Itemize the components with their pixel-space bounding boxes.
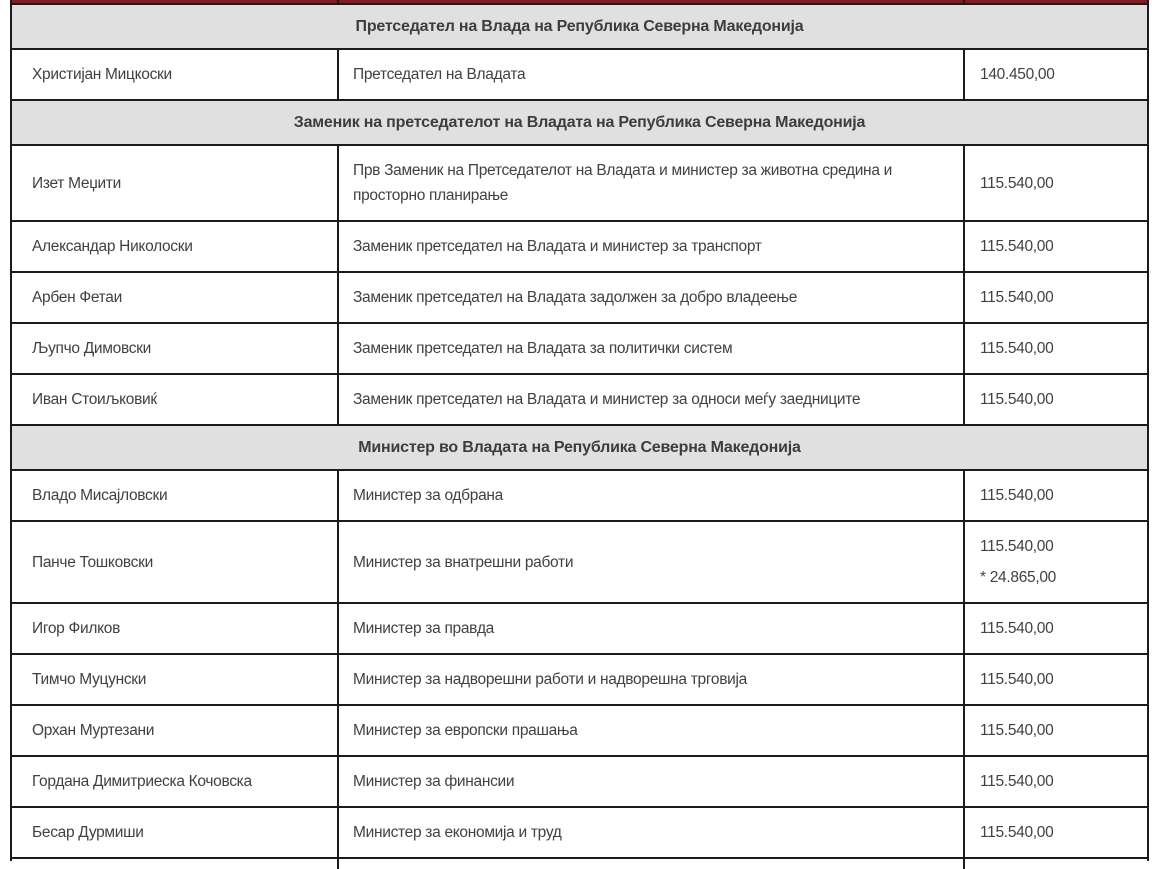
official-name-cell: Панче Тошковски — [12, 522, 339, 602]
salary-cell — [965, 324, 1147, 373]
table-row — [12, 50, 1147, 101]
salary-cell — [965, 655, 1147, 704]
official-name-cell: Љупчо Димовски — [12, 324, 339, 373]
table-row — [12, 706, 1147, 757]
table-row — [12, 375, 1147, 426]
salary-amount: 115.540,00 — [980, 487, 1054, 504]
salary-cell — [965, 757, 1147, 806]
section-header-label: Заменик на претседателот на Владата на Република Северна Македонија — [293, 113, 866, 131]
salary-amount: 115.540,00 — [980, 238, 1054, 255]
official-name-cell: Владо Мисајловски — [12, 471, 339, 520]
official-name-cell: Бесар Дурмиши — [12, 808, 339, 857]
official-name-cell: Гордана Димитриеска Кочовска — [12, 757, 339, 806]
section-header-label: Претседател на Влада на Република Северна Македонија — [355, 17, 804, 35]
position-cell: Министер за одбрана — [339, 471, 965, 520]
salary-cell — [965, 222, 1147, 271]
salary-amount: 115.540,00 — [980, 340, 1054, 357]
table-row — [12, 522, 1147, 604]
salary-amount: 115.540,00 — [980, 620, 1054, 637]
position-cell: Заменик претседател на Владата и министер за транспорт — [339, 222, 965, 271]
position-cell: Министер за финансии — [339, 757, 965, 806]
official-name-cell: Арбен Фетаи — [12, 273, 339, 322]
section-rows — [12, 471, 1147, 859]
section-rows — [12, 50, 1147, 101]
salary-amount: 115.540,00 — [980, 671, 1054, 688]
salary-cell — [965, 808, 1147, 857]
salary-amount: 115.540,00 — [980, 538, 1054, 555]
position-cell: Заменик претседател на Владата за политички систем — [339, 324, 965, 373]
salary-amount: 115.540,00 — [980, 824, 1054, 841]
table-row — [12, 655, 1147, 706]
table-row — [12, 471, 1147, 522]
salary-amount: 115.540,00 — [980, 174, 1054, 192]
official-name-cell: Игор Филков — [12, 604, 339, 653]
table-row — [12, 808, 1147, 859]
salary-cell — [965, 50, 1147, 99]
official-name-cell: Христијан Мицкоски — [12, 50, 339, 99]
salary-cell — [965, 471, 1147, 520]
salary-amount: 115.540,00 — [980, 722, 1054, 739]
table-row — [12, 324, 1147, 375]
position-cell: Министер за европски прашања — [339, 706, 965, 755]
position-cell: Заменик претседател на Владата задолжен за добро владеење — [339, 273, 965, 322]
salary-amount: 115.540,00 — [980, 391, 1054, 408]
position-cell: Министер за внатрешни работи — [339, 522, 965, 602]
previous-row-cell — [12, 0, 339, 3]
official-name-cell: Тимчо Муцунски — [12, 655, 339, 704]
salary-cell — [965, 273, 1147, 322]
section-header-label: Министер во Владата на Република Северна Македонија — [358, 438, 801, 456]
official-name-cell: Орхан Муртезани — [12, 706, 339, 755]
salary-cell — [965, 522, 1147, 602]
position-cell: Претседател на Владата — [339, 50, 965, 99]
position-cell: Заменик претседател на Владата и министер за односи меѓу заедниците — [339, 375, 965, 424]
previous-row-cell — [339, 0, 965, 3]
table-row — [12, 757, 1147, 808]
table-section — [12, 101, 1147, 426]
salary-amount: * 24.865,00 — [980, 569, 1056, 586]
section-header — [12, 5, 1147, 50]
official-name-cell: Изет Меџити — [12, 146, 339, 220]
salary-cell — [965, 706, 1147, 755]
salary-amount: 140.450,00 — [980, 66, 1055, 83]
table-row — [12, 222, 1147, 273]
salary-table — [10, 0, 1149, 861]
section-header — [12, 426, 1147, 471]
position-cell: Прв Заменик на Претседателот на Владата и министер за животна средина и просторно планирање — [339, 146, 965, 220]
previous-row-cell — [965, 0, 1147, 3]
position-cell: Министер за економија и труд — [339, 808, 965, 857]
salary-cell — [965, 604, 1147, 653]
position-cell: Министер за надворешни работи и надворешна трговија — [339, 655, 965, 704]
position-cell: Министер за правда — [339, 604, 965, 653]
official-name-cell: Александар Николоски — [12, 222, 339, 271]
salary-amount: 115.540,00 — [980, 773, 1054, 790]
section-rows — [12, 146, 1147, 426]
official-name-cell: Иван Стоиљковиќ — [12, 375, 339, 424]
table-row — [12, 273, 1147, 324]
salary-amount: 115.540,00 — [980, 289, 1054, 306]
table-row — [12, 604, 1147, 655]
table-row — [12, 146, 1147, 222]
table-section — [12, 426, 1147, 859]
salary-cell — [965, 146, 1147, 220]
section-header — [12, 101, 1147, 146]
salary-cell — [965, 375, 1147, 424]
table-body — [12, 5, 1147, 859]
table-section — [12, 5, 1147, 101]
